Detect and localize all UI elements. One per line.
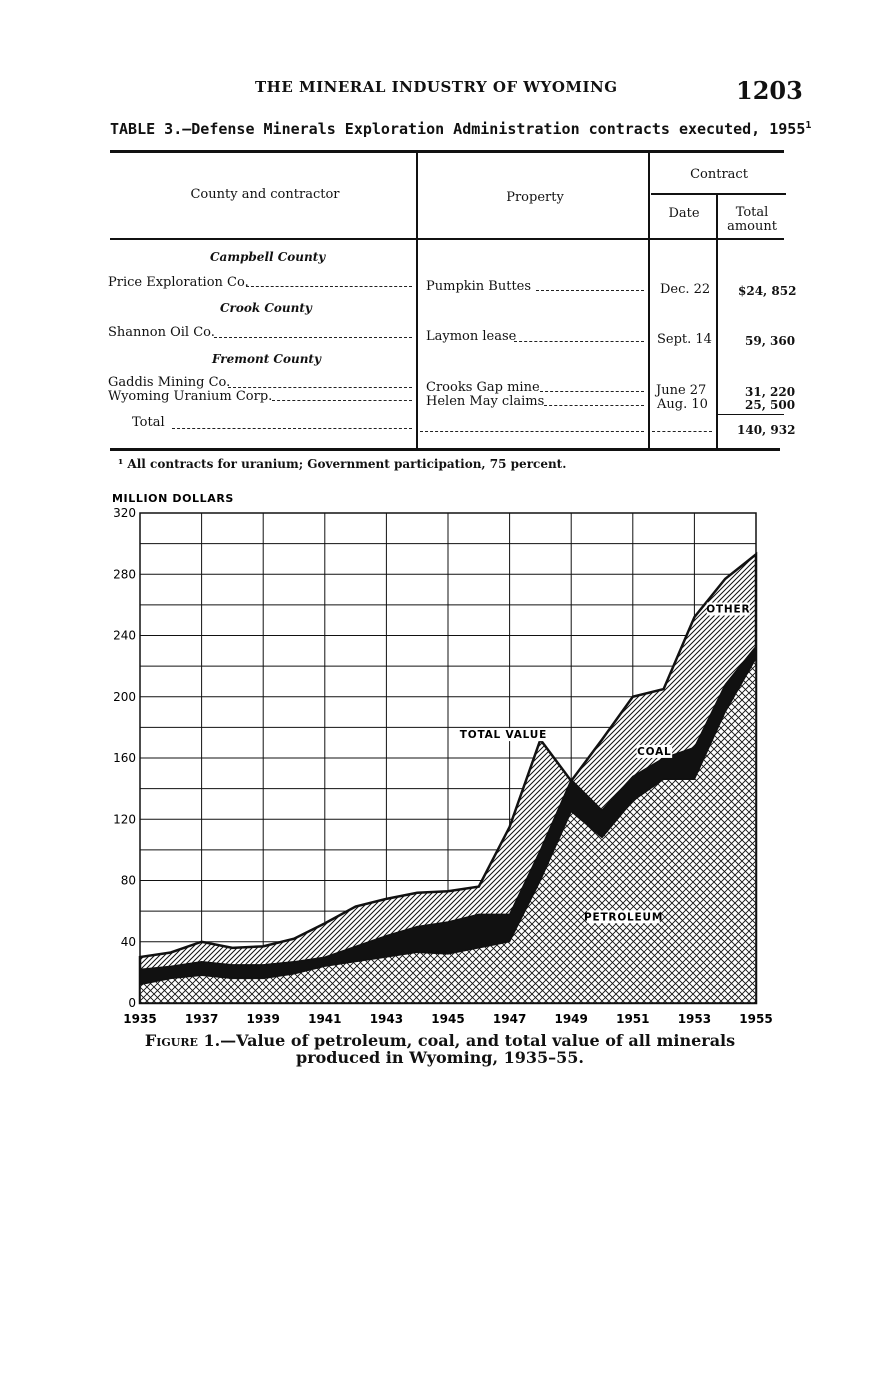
y-tick-label: 120 — [113, 812, 136, 827]
leader-dots — [514, 341, 644, 342]
figure-caption-text: 1.—Value of petroleum, coal, and total value of all minerals produced in Wyoming, 1935–55. — [197, 1031, 736, 1067]
header-contract: Contract — [690, 167, 748, 182]
table-row-amount: 31, 220 — [745, 385, 796, 399]
header-total-line2: amount — [727, 219, 777, 234]
table-title-footnote-mark: 1 — [805, 120, 812, 131]
table-row-amount: 59, 360 — [745, 334, 796, 348]
y-tick-label: 40 — [120, 934, 136, 949]
table-row-date: June 27 — [656, 383, 707, 398]
value-chart — [0, 480, 882, 1030]
leader-dots — [540, 391, 644, 392]
x-tick-label: 1947 — [492, 1012, 527, 1026]
label-other — [706, 603, 750, 616]
x-tick-label: 1941 — [308, 1012, 342, 1026]
table-row-contractor: Wyoming Uranium Corp. — [108, 389, 273, 404]
col-divider-1 — [416, 152, 418, 448]
header-property: Property — [506, 190, 564, 205]
label-coal — [637, 745, 673, 758]
table-title — [110, 120, 811, 138]
leader-dots — [172, 428, 412, 429]
x-tick-labels — [123, 1012, 772, 1026]
table-row-date: Sept. 14 — [657, 332, 712, 347]
leader-dots — [652, 431, 712, 432]
y-tick-label: 320 — [113, 506, 136, 520]
table-header-rule — [110, 238, 784, 240]
figure-caption-lead: Figure — [144, 1031, 198, 1050]
header-county-contractor: County and contractor — [190, 187, 340, 202]
x-tick-label: 1951 — [616, 1012, 650, 1026]
table-row-amount: $24, 852 — [738, 284, 797, 298]
table-row-contractor: Price Exploration Co. — [108, 275, 249, 290]
figure-caption — [100, 1032, 780, 1066]
header-date: Date — [668, 206, 700, 221]
leader-dots — [228, 387, 412, 388]
x-tick-label: 1939 — [246, 1012, 280, 1026]
x-tick-label: 1949 — [554, 1012, 588, 1026]
table-footnote: ¹ All contracts for uranium; Government participation, 75 percent. — [118, 457, 567, 471]
x-tick-label: 1953 — [677, 1012, 712, 1026]
label-petroleum — [584, 910, 663, 923]
total-label: Total — [132, 415, 165, 430]
leader-dots — [246, 286, 412, 287]
header-total-amount — [718, 206, 786, 234]
county-heading-crook: Crook County — [220, 301, 312, 315]
label-coal-text: COAL — [637, 745, 672, 758]
table-row-amount: 25, 500 — [745, 398, 796, 412]
table-row-property: Crooks Gap mine — [426, 380, 540, 395]
annotation-total-value-text: TOTAL VALUE — [459, 729, 548, 742]
y-tick-label: 240 — [113, 628, 136, 643]
table-bottom-rule — [110, 448, 780, 451]
y-tick-label: 200 — [113, 689, 136, 704]
y-tick-labels — [113, 506, 136, 1010]
col-divider-2 — [648, 152, 650, 448]
header-total-line1: Total — [735, 205, 769, 220]
table-row-date: Dec. 22 — [660, 282, 711, 297]
x-tick-label: 1955 — [739, 1012, 773, 1026]
x-tick-label: 1935 — [123, 1012, 157, 1026]
leader-dots — [214, 337, 412, 338]
x-tick-label: 1943 — [369, 1012, 404, 1026]
table-row-date: Aug. 10 — [657, 397, 708, 412]
leader-dots — [420, 431, 644, 432]
county-heading-fremont: Fremont County — [212, 352, 321, 366]
table-top-rule — [110, 150, 784, 153]
y-axis-label: MILLION DOLLARS — [112, 492, 234, 505]
contract-sub-rule — [651, 193, 786, 195]
table-row-contractor: Shannon Oil Co. — [108, 325, 215, 340]
page-number: 1203 — [736, 76, 803, 105]
leader-dots — [544, 405, 644, 406]
table-row-property: Laymon lease — [426, 329, 517, 344]
county-heading-campbell: Campbell County — [210, 250, 326, 264]
annotation-total-value — [460, 728, 547, 741]
table-row-property: Helen May claims — [426, 394, 545, 409]
total-amount-rule — [718, 414, 784, 415]
table-row-property: Pumpkin Buttes — [426, 279, 532, 294]
running-head: THE MINERAL INDUSTRY OF WYOMING — [255, 78, 618, 96]
table-row-contractor: Gaddis Mining Co. — [108, 375, 231, 390]
total-amount: 140, 932 — [737, 423, 796, 437]
x-tick-label: 1945 — [431, 1012, 465, 1026]
y-tick-label: 280 — [113, 567, 136, 582]
label-petroleum-text: PETROLEUM — [584, 911, 664, 924]
label-other-text: OTHER — [706, 603, 751, 616]
y-tick-label: 0 — [128, 996, 136, 1010]
leader-dots — [536, 290, 644, 291]
y-tick-label: 160 — [113, 751, 136, 765]
y-tick-label: 80 — [120, 873, 136, 888]
x-tick-label: 1937 — [184, 1012, 219, 1026]
leader-dots — [272, 400, 412, 401]
table-title-text: TABLE 3.—Defense Minerals Exploration Administration contracts executed, 1955 — [110, 120, 806, 138]
